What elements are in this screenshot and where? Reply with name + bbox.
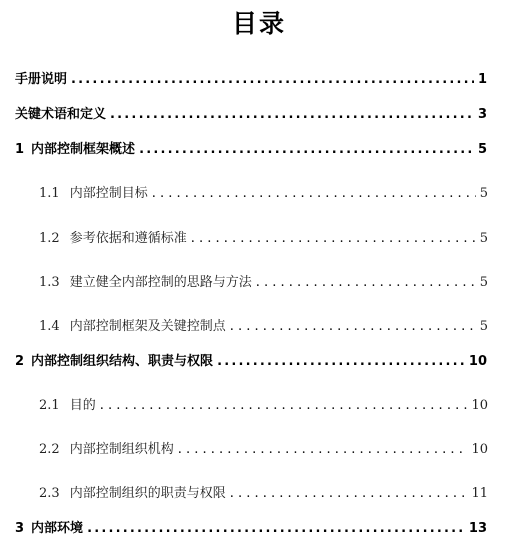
toc-entry-number: 2.1 [39,398,60,413]
toc-page-number: 5 [479,231,488,246]
toc-entry-number: 2.2 [39,442,60,457]
toc-entry[interactable] [15,350,487,369]
toc-page-number: 5 [479,186,488,201]
toc-entry-number: 3 [15,521,25,536]
toc-entry-number: 1 [15,142,25,157]
toc-leader [230,486,468,501]
toc-entry-title: 参考依据和遵循标准 [69,231,187,246]
toc-entry[interactable] [39,482,488,501]
toc-page-number: 3 [477,107,487,122]
toc-entry-title: 内部控制组织机构 [69,442,174,457]
toc-entry-title: 内部控制组织结构、职责与权限 [31,354,214,369]
page-title: 目录 [231,9,286,38]
toc-entry-number: 2.3 [39,486,60,501]
toc-leader [110,107,474,122]
toc-entry-title: 内部控制目标 [69,186,148,201]
toc-entry-title: 内部控制框架概述 [31,142,136,157]
toc-entry[interactable] [39,182,488,201]
toc-entry[interactable] [39,394,488,413]
toc-leader [100,398,468,413]
toc-leader [191,231,476,246]
toc-entry-title: 内部控制组织的职责与权限 [69,486,226,501]
toc-entry[interactable] [15,517,487,536]
toc-leader [217,354,465,369]
toc-page-number: 5 [479,275,488,290]
toc-leader [139,142,474,157]
toc-page-number: 10 [468,354,487,369]
toc-entry-number: 1.3 [39,275,60,290]
toc-leader [152,186,476,201]
toc-entry-title: 手册说明 [15,72,68,87]
toc-leader [230,319,476,334]
toc-page-number: 5 [479,319,488,334]
toc-entry-title: 关键术语和定义 [15,107,107,122]
toc-entry-title: 目的 [69,398,96,413]
toc-entry-title: 内部环境 [31,521,84,536]
toc-entry[interactable] [15,138,487,157]
toc-entry-number: 1.2 [39,231,60,246]
toc-entry-title: 建立健全内部控制的思路与方法 [69,275,252,290]
toc-page-number: 5 [477,142,487,157]
toc-page-number: 11 [471,486,488,501]
toc-entry[interactable] [15,68,487,87]
toc-entry-number: 2 [15,354,25,369]
toc-entry[interactable] [15,103,487,122]
toc-entry[interactable] [39,271,488,290]
toc-entry[interactable] [39,227,488,246]
toc-entry-number: 1.1 [39,186,60,201]
toc-page-number: 10 [471,398,488,413]
toc-entry[interactable] [39,438,488,457]
toc-entry-number: 1.4 [39,319,60,334]
toc-page-number: 10 [471,442,488,457]
toc-leader [71,72,474,87]
toc-page-number: 1 [477,72,487,87]
toc-leader [178,442,468,457]
toc-entry-title: 内部控制框架及关键控制点 [69,319,226,334]
toc-leader [87,521,465,536]
toc-leader [256,275,476,290]
toc-entry[interactable] [39,315,488,334]
toc-page-number: 13 [468,521,487,536]
